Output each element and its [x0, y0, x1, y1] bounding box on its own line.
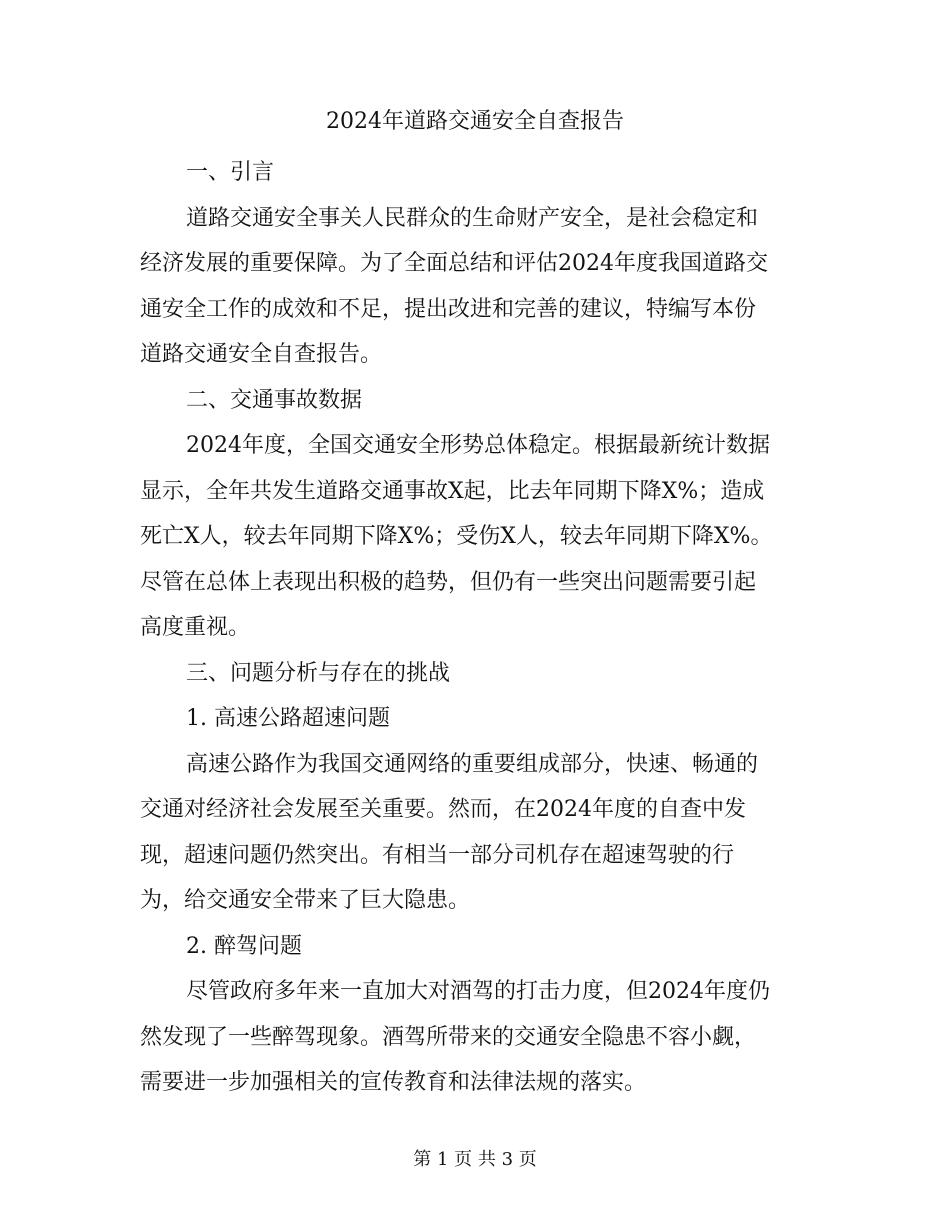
- text-line: 显示，全年共发生道路交通事故X起，比去年同期下降X%；造成: [140, 478, 765, 504]
- text-line: 道路交通安全事关人民群众的生命财产安全，是社会稳定和: [186, 205, 759, 231]
- text-line: 为，给交通安全带来了巨大隐患。: [140, 888, 471, 913]
- text-line: 2024年度，全国交通安全形势总体稳定。根据最新统计数据: [186, 433, 770, 458]
- section-heading-accident-data: 二、交通事故数据: [186, 387, 363, 413]
- text-line: 通安全工作的成效和不足，提出改进和完善的建议，特编写本份: [140, 296, 757, 322]
- text-line: 然发现了一些醉驾现象。酒驾所带来的交通安全隐患不容小觑，: [140, 1024, 757, 1050]
- subsection-heading-drunk-driving: 2. 醉驾问题: [186, 933, 302, 959]
- paragraph-accident-data: [140, 423, 810, 651]
- section-heading-intro: 一、引言: [186, 160, 275, 185]
- document-body: [140, 150, 810, 1106]
- paragraph-intro: [140, 196, 810, 378]
- text-line: 道路交通安全自查报告。: [140, 342, 383, 367]
- text-line: 高速公路作为我国交通网络的重要组成部分，快速、畅通的: [186, 751, 759, 777]
- subsection-heading-speeding: 1. 高速公路超速问题: [186, 706, 390, 731]
- text-line: 经济发展的重要保障。为了全面总结和评估2024年度我国道路交: [140, 251, 768, 276]
- text-line: 需要进一步加强相关的宣传教育和法律法规的落实。: [140, 1070, 647, 1095]
- text-line: 尽管政府多年来一直加大对酒驾的打击力度，但2024年度仍: [186, 979, 770, 1004]
- text-line: 现，超速问题仍然突出。有相当一部分司机存在超速驾驶的行: [140, 842, 735, 868]
- text-line: 高度重视。: [140, 615, 251, 640]
- section-heading-analysis: 三、问题分析与存在的挑战: [186, 660, 451, 686]
- text-line: 交通对经济社会发展至关重要。然而，在2024年度的自查中发: [140, 797, 746, 822]
- document-title: 2024年道路交通安全自查报告: [326, 109, 624, 134]
- text-line: 尽管在总体上表现出积极的趋势，但仍有一些突出问题需要引起: [140, 569, 757, 595]
- paragraph-drunk-driving: [140, 969, 810, 1106]
- text-line: 死亡X人，较去年同期下降X%；受伤X人，较去年同期下降X%。: [140, 524, 773, 549]
- paragraph-speeding: [140, 742, 810, 924]
- page-footer: 第 1 页 共 3 页: [413, 1149, 537, 1170]
